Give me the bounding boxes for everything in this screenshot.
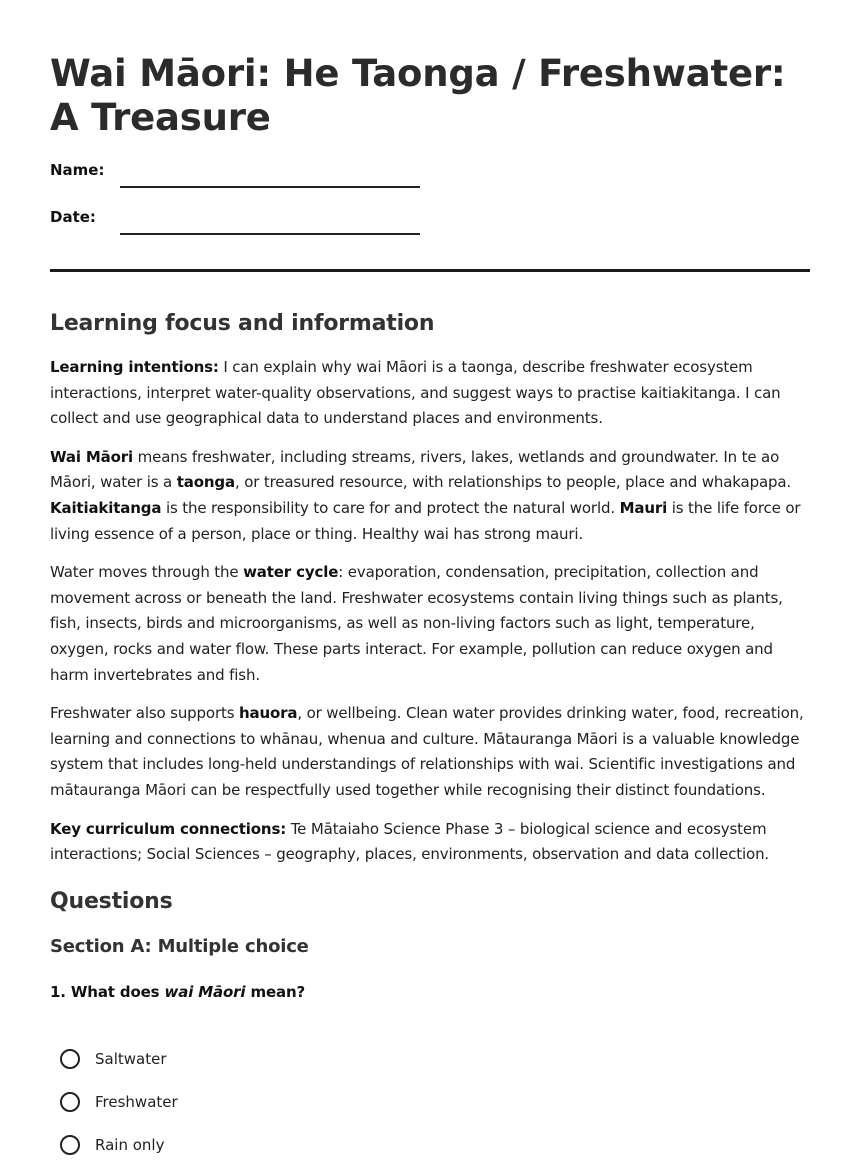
bold-term: Wai Māori [50, 447, 134, 466]
question-term: wai Māori [164, 982, 246, 1001]
question-suffix: mean? [245, 982, 306, 1001]
paragraph-text: I can explain why wai Māori is a taonga, describe freshwater ecosystem interactions, interpret water-quality observations, and suggest ways to practise kaitiakitanga. I can collect and use geographical data to understand places and environments. [50, 358, 781, 428]
learning-focus-heading: Learning focus and information [50, 311, 435, 336]
radio-circle-icon[interactable] [60, 1049, 80, 1069]
bold-term: taonga [176, 473, 235, 492]
name-input-line[interactable] [120, 186, 420, 188]
option-freshwater[interactable] [50, 1089, 810, 1115]
option-label: Saltwater [95, 1049, 167, 1068]
name-field[interactable] [50, 161, 810, 186]
paragraph-text: : evaporation, condensation, precipitation, collection and movement across or beneath the land. Freshwater ecosystems contain living things such as plants, fish, insects, birds and microorganisms, as well as non-living factors such as light, temperature, oxygen, rocks and water flow. These parts interact. For example, pollution can reduce oxygen and harm invertebrates and fish. [50, 563, 783, 684]
paragraph-text: is the responsibility to care for and protect the natural world. [161, 498, 620, 517]
hauora-paragraph [50, 701, 810, 803]
name-label: Name: [50, 161, 105, 179]
paragraph-text: , or wellbeing. Clean water provides drinking water, food, recreation, learning and connections to whānau, whenua and culture. Mātauranga Māori is a valuable knowledge system that includes long-held understandings of relationships with wai. Scientific investigations and mātauranga Māori can be respectfully used together while recognising their distinct foundations. [50, 704, 804, 799]
wai-maori-paragraph [50, 445, 810, 547]
date-field[interactable] [50, 208, 810, 233]
learning-intentions-paragraph [50, 355, 810, 432]
paragraph-text: , or treasured resource, with relationships to people, place and whakapapa. [234, 473, 792, 492]
paragraph-text: is the life force or living essence of a person, place or thing. Healthy wai has strong mauri. [50, 498, 801, 543]
bold-term: Mauri [619, 498, 668, 517]
bold-term: Learning intentions: [50, 358, 219, 376]
radio-circle-icon[interactable] [60, 1092, 80, 1112]
curriculum-paragraph [50, 817, 810, 868]
question-prefix: 1. What does [50, 982, 165, 1001]
paragraph-text: Freshwater also supports [50, 704, 239, 723]
questions-heading: Questions [50, 888, 173, 914]
paragraph-text: Te Mātaiaho Science Phase 3 – biological science and ecosystem interactions; Social Sciences – geography, places, environments, observation and data collection. [50, 819, 770, 864]
paragraph-text: means freshwater, including streams, rivers, lakes, wetlands and groundwater. In te ao Māori, water is a [50, 447, 780, 492]
option-saltwater[interactable] [50, 1046, 810, 1072]
radio-circle-icon[interactable] [60, 1135, 80, 1155]
question-1-options [50, 1046, 810, 1158]
bold-term: Key curriculum connections: [50, 819, 287, 838]
section-a-heading: Section A: Multiple choice [50, 935, 309, 957]
option-label: Rain only [95, 1135, 165, 1154]
bold-term: hauora [238, 704, 298, 723]
date-label: Date: [50, 208, 96, 226]
bold-term: Kaitiakitanga [50, 498, 162, 517]
question-1-title [50, 982, 810, 1002]
date-input-line[interactable] [120, 233, 420, 235]
page-title: Wai Māori: He Taonga / Freshwater: A Treasure [50, 52, 786, 139]
paragraph-text: Water moves through the [50, 563, 244, 582]
option-label: Freshwater [95, 1092, 178, 1111]
option-rain-only[interactable] [50, 1132, 810, 1158]
header-divider [50, 269, 810, 272]
bold-term: water cycle [243, 563, 339, 582]
water-cycle-paragraph [50, 560, 810, 688]
